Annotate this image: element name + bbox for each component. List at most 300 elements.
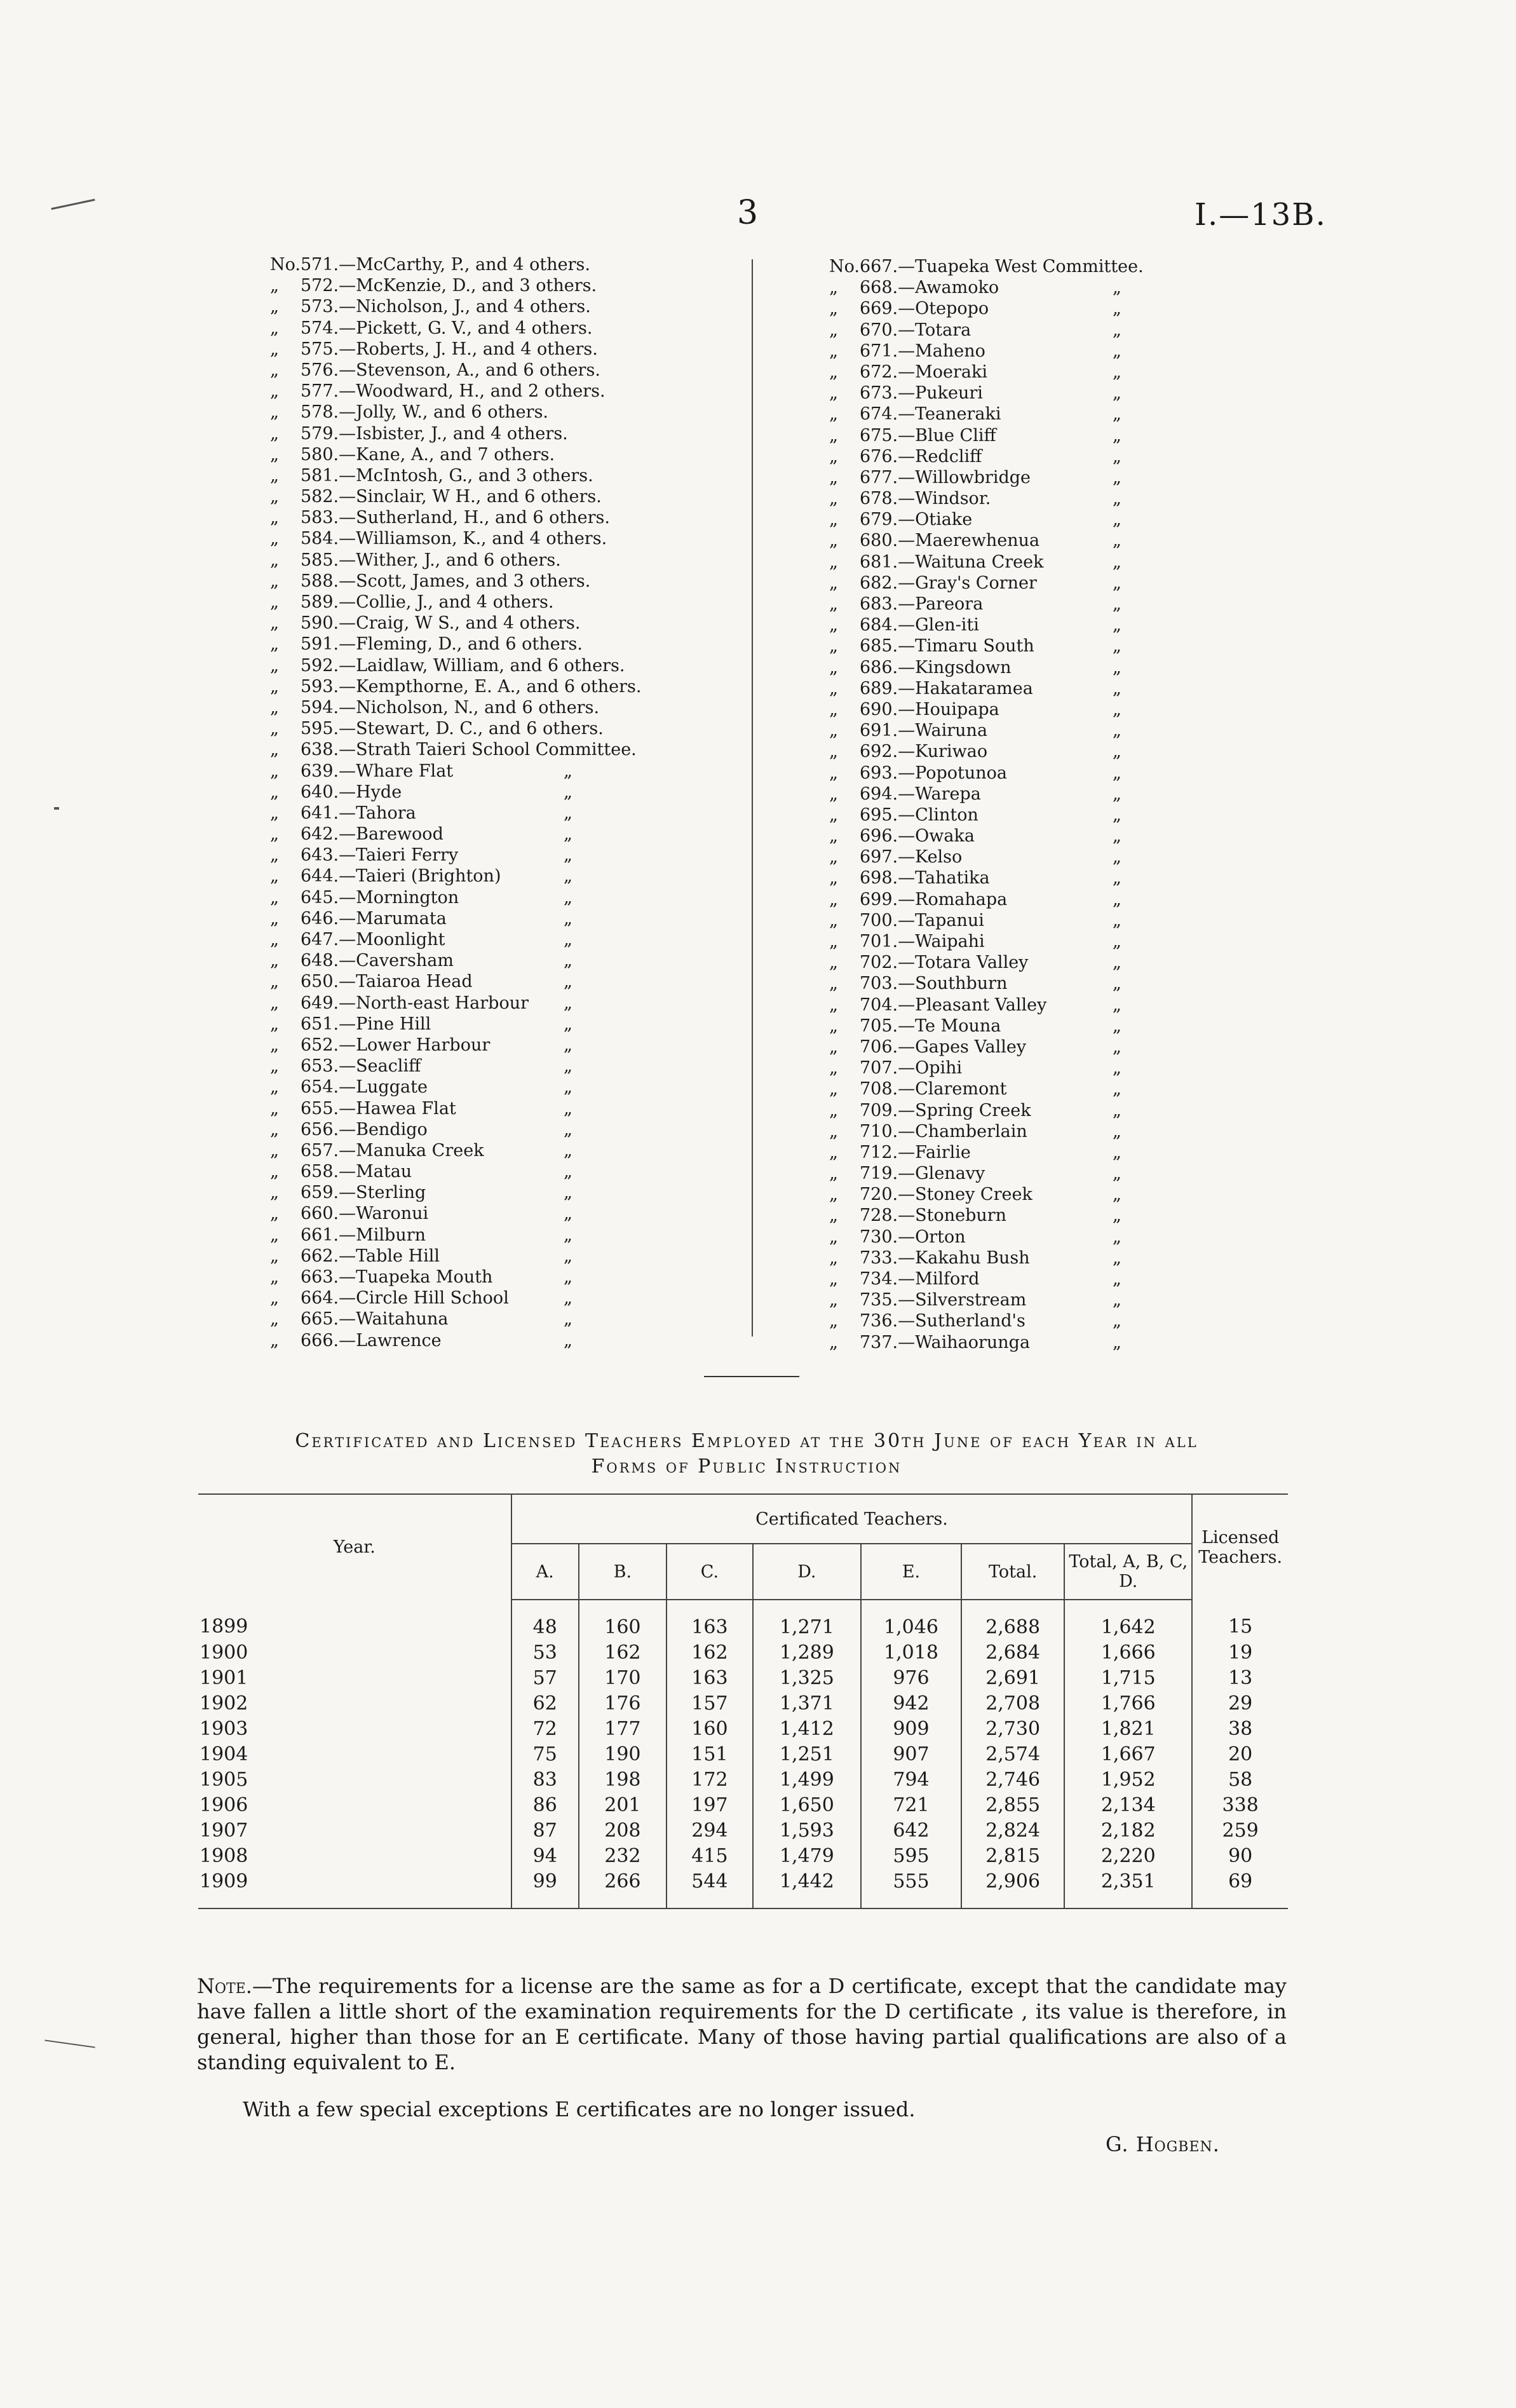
entry-text: 672.—Moeraki bbox=[860, 362, 987, 382]
entry-prefix: „ bbox=[829, 404, 838, 425]
list-entry bbox=[829, 341, 1210, 362]
ditto-mark: „ bbox=[564, 1309, 572, 1330]
entry-prefix: „ bbox=[270, 740, 279, 760]
cell-a: 72 bbox=[511, 1716, 579, 1741]
list-entry bbox=[270, 1098, 715, 1119]
list-entry bbox=[270, 465, 715, 486]
entry-prefix: „ bbox=[270, 423, 279, 444]
cell-c: 197 bbox=[667, 1792, 753, 1818]
cell-total-abcd: 2,134 bbox=[1100, 1793, 1156, 1816]
entry-prefix: „ bbox=[829, 763, 838, 783]
entry-text: 647.—Moonlight bbox=[301, 930, 445, 949]
entry-text: 737.—Waihaorunga bbox=[860, 1332, 1031, 1352]
entry-text: 669.—Otepopo bbox=[860, 299, 989, 319]
entry-prefix: „ bbox=[270, 381, 279, 402]
entry-text: 651.—Pine Hill bbox=[301, 1014, 431, 1034]
cell-b: 162 bbox=[579, 1640, 667, 1665]
cell-total: 2,691 bbox=[961, 1665, 1064, 1690]
list-entry bbox=[270, 739, 715, 760]
list-entry bbox=[270, 1161, 715, 1182]
ditto-mark: „ bbox=[564, 1204, 572, 1224]
entry-text: 590.—Craig, W S., and 4 others. bbox=[301, 613, 581, 634]
list-entry bbox=[829, 404, 1210, 425]
cell-b: 177 bbox=[579, 1716, 667, 1741]
cell-total-abcd: 1,766 bbox=[1100, 1692, 1156, 1715]
list-entry bbox=[270, 613, 715, 634]
entry-text: 581.—McIntosh, G., and 3 others. bbox=[301, 465, 593, 486]
entry-text: 665.—Waitahuna bbox=[301, 1309, 449, 1330]
ditto-mark: „ bbox=[1113, 763, 1121, 783]
entry-prefix: „ bbox=[829, 383, 838, 404]
entry-text: 682.—Gray's Corner bbox=[860, 573, 1037, 593]
entry-text: 705.—Te Mouna bbox=[860, 1016, 1001, 1036]
cell-total-abcd: 1,667 bbox=[1100, 1743, 1156, 1765]
signature: G. Hogben. bbox=[1106, 2132, 1220, 2156]
list-entry bbox=[270, 1140, 715, 1161]
ditto-mark: „ bbox=[564, 1183, 572, 1203]
list-entry bbox=[270, 402, 715, 423]
cell-e: 642 bbox=[861, 1818, 961, 1843]
entry-text: 575.—Roberts, J. H., and 4 others. bbox=[301, 339, 598, 359]
list-entry bbox=[829, 446, 1210, 467]
cell-a: 75 bbox=[511, 1741, 579, 1767]
list-entry bbox=[829, 1016, 1210, 1037]
cell-a: 48 bbox=[511, 1600, 579, 1640]
list-entry bbox=[829, 383, 1210, 404]
list-entry bbox=[829, 1310, 1210, 1331]
entry-text: 702.—Totara Valley bbox=[860, 953, 1029, 973]
list-entry bbox=[829, 277, 1210, 298]
ditto-mark: „ bbox=[564, 803, 572, 823]
entry-prefix: „ bbox=[270, 1098, 279, 1119]
entry-prefix: „ bbox=[829, 826, 838, 847]
entry-text: 592.—Laidlaw, William, and 6 others. bbox=[301, 655, 625, 676]
entry-prefix: „ bbox=[270, 529, 279, 549]
cell-c: 162 bbox=[667, 1640, 753, 1665]
entry-prefix: „ bbox=[270, 1225, 279, 1245]
list-entry bbox=[270, 254, 715, 275]
list-entry bbox=[270, 929, 715, 950]
cell-year: 1900 bbox=[198, 1640, 511, 1665]
list-entry bbox=[829, 552, 1210, 573]
cell-year: 1906 bbox=[198, 1792, 511, 1818]
entry-text: 644.—Taieri (Brighton) bbox=[301, 866, 501, 887]
list-entry bbox=[270, 507, 715, 528]
col-header-a: A. bbox=[511, 1544, 579, 1600]
entry-prefix: „ bbox=[829, 594, 838, 614]
cell-total-abcd: 1,952 bbox=[1100, 1768, 1156, 1791]
cell-a: 53 bbox=[511, 1640, 579, 1665]
cell-c: 415 bbox=[667, 1843, 753, 1868]
note-paragraph bbox=[197, 1973, 1287, 2075]
entry-text: 678.—Windsor. bbox=[860, 489, 991, 509]
ditto-mark: „ bbox=[1113, 404, 1121, 425]
col-header-total: Total. bbox=[961, 1544, 1064, 1600]
entry-text: 698.—Tahatika bbox=[860, 868, 990, 888]
ditto-mark: „ bbox=[564, 1098, 572, 1119]
entry-text: 643.—Taieri Ferry bbox=[301, 845, 459, 866]
entry-text: 657.—Manuka Creek bbox=[301, 1140, 484, 1160]
ditto-mark: „ bbox=[564, 908, 572, 929]
entry-prefix: „ bbox=[829, 1079, 838, 1099]
list-entry bbox=[829, 256, 1210, 277]
list-entry bbox=[270, 655, 715, 676]
entry-prefix: „ bbox=[270, 318, 279, 338]
entry-text: 660.—Waronui bbox=[301, 1204, 429, 1224]
column-divider bbox=[752, 259, 753, 1337]
entry-prefix: „ bbox=[270, 761, 279, 781]
entry-prefix: „ bbox=[270, 1119, 279, 1139]
cell-total: 2,684 bbox=[961, 1640, 1064, 1665]
entry-prefix: „ bbox=[270, 1140, 279, 1160]
cell-total-abcd: 2,182 bbox=[1100, 1819, 1156, 1842]
ditto-mark: „ bbox=[1113, 699, 1121, 719]
list-entry bbox=[829, 1100, 1210, 1121]
entry-text: 668.—Awamoko bbox=[860, 278, 999, 298]
col-header-c: C. bbox=[667, 1544, 753, 1600]
ditto-mark: „ bbox=[1113, 1164, 1121, 1184]
entry-text: 689.—Hakataramea bbox=[860, 678, 1033, 698]
cell-d: 1,289 bbox=[753, 1640, 861, 1665]
ditto-mark: „ bbox=[1113, 784, 1121, 804]
cell-e: 721 bbox=[861, 1792, 961, 1818]
entry-text: 663.—Tuapeka Mouth bbox=[301, 1267, 493, 1287]
ditto-mark: „ bbox=[1113, 552, 1121, 572]
entry-text: 591.—Fleming, D., and 6 others. bbox=[301, 634, 583, 655]
entry-prefix: „ bbox=[270, 803, 279, 823]
entry-prefix: „ bbox=[270, 1288, 279, 1309]
ditto-mark: „ bbox=[1113, 446, 1121, 466]
scan-mark bbox=[51, 199, 95, 210]
cell-licensed: 58 bbox=[1192, 1767, 1288, 1792]
list-entry bbox=[829, 889, 1210, 910]
cell-d: 1,650 bbox=[753, 1792, 861, 1818]
teachers-table bbox=[198, 1493, 1288, 1909]
list-entry bbox=[829, 741, 1210, 762]
entry-prefix: „ bbox=[829, 341, 838, 361]
cell-d: 1,442 bbox=[753, 1868, 861, 1908]
list-entry bbox=[829, 530, 1210, 551]
cell-total: 2,688 bbox=[961, 1600, 1064, 1640]
ditto-mark: „ bbox=[1113, 383, 1121, 404]
ditto-mark: „ bbox=[1113, 1269, 1121, 1289]
cell-c: 151 bbox=[667, 1741, 753, 1767]
cell-c: 294 bbox=[667, 1818, 753, 1843]
ditto-mark: „ bbox=[1113, 1121, 1121, 1141]
entry-text: 666.—Lawrence bbox=[301, 1330, 442, 1350]
cell-c: 544 bbox=[667, 1868, 753, 1908]
list-entry bbox=[829, 910, 1210, 931]
entry-text: 655.—Hawea Flat bbox=[301, 1098, 456, 1119]
entry-text: 578.—Jolly, W., and 6 others. bbox=[301, 402, 549, 423]
list-entry bbox=[829, 1078, 1210, 1099]
entry-text: 642.—Barewood bbox=[301, 824, 443, 845]
ditto-mark: „ bbox=[1113, 995, 1121, 1015]
ditto-mark: „ bbox=[1113, 320, 1121, 340]
ditto-mark: „ bbox=[1113, 826, 1121, 847]
entry-prefix: „ bbox=[829, 1121, 838, 1141]
entry-prefix: „ bbox=[270, 1330, 279, 1350]
cell-e: 907 bbox=[861, 1741, 961, 1767]
cell-licensed: 338 bbox=[1192, 1792, 1288, 1818]
entry-text: 696.—Owaka bbox=[860, 826, 975, 847]
ditto-mark: „ bbox=[564, 845, 572, 866]
entry-prefix: „ bbox=[270, 1162, 279, 1182]
entry-prefix: „ bbox=[829, 615, 838, 636]
ditto-mark: „ bbox=[564, 1140, 572, 1160]
ditto-mark: „ bbox=[564, 951, 572, 971]
entry-text: 641.—Tahora bbox=[301, 803, 416, 823]
cell-c: 172 bbox=[667, 1767, 753, 1792]
list-entry bbox=[270, 845, 715, 866]
list-entry bbox=[829, 1205, 1210, 1226]
ditto-mark: „ bbox=[1113, 868, 1121, 888]
entry-text: 589.—Collie, J., and 4 others. bbox=[301, 592, 554, 612]
ditto-mark: „ bbox=[564, 930, 572, 949]
ditto-mark: „ bbox=[1113, 1037, 1121, 1057]
ditto-mark: „ bbox=[1113, 889, 1121, 909]
cell-e: 976 bbox=[861, 1665, 961, 1690]
cell-licensed: 259 bbox=[1192, 1818, 1288, 1843]
ditto-mark: „ bbox=[564, 1288, 572, 1309]
list-entry bbox=[270, 1330, 715, 1351]
entry-text: 710.—Chamberlain bbox=[860, 1121, 1027, 1141]
cell-total-abcd: 2,351 bbox=[1064, 1868, 1192, 1908]
entry-text: 675.—Blue Cliff bbox=[860, 425, 996, 446]
ditto-mark: „ bbox=[1113, 1311, 1121, 1331]
cell-licensed: 13 bbox=[1192, 1665, 1288, 1690]
cell-a: 99 bbox=[511, 1868, 579, 1908]
cell-year: 1905 bbox=[198, 1767, 511, 1792]
entry-text: 733.—Kakahu Bush bbox=[860, 1248, 1030, 1268]
entry-text: 649.—North-east Harbour bbox=[301, 993, 529, 1013]
list-entry bbox=[829, 1184, 1210, 1205]
entry-text: 707.—Opihi bbox=[860, 1058, 963, 1078]
entry-prefix: „ bbox=[829, 784, 838, 804]
list-entry bbox=[829, 1248, 1210, 1269]
entry-text: 697.—Kelso bbox=[860, 847, 963, 867]
cell-b: 266 bbox=[579, 1868, 667, 1908]
entry-text: 576.—Stevenson, A., and 6 others. bbox=[301, 360, 600, 380]
list-entry bbox=[829, 1332, 1210, 1353]
list-entry bbox=[270, 824, 715, 845]
cell-e: 555 bbox=[861, 1868, 961, 1908]
cell-c: 163 bbox=[667, 1665, 753, 1690]
list-entry bbox=[270, 423, 715, 444]
ditto-mark: „ bbox=[564, 1035, 572, 1055]
cell-year: 1908 bbox=[198, 1843, 511, 1868]
list-entry bbox=[829, 1289, 1210, 1310]
entry-text: 709.—Spring Creek bbox=[860, 1100, 1031, 1120]
entry-prefix: „ bbox=[829, 1100, 838, 1120]
entry-prefix: „ bbox=[829, 1185, 838, 1205]
list-entry bbox=[829, 931, 1210, 952]
cell-total: 2,855 bbox=[961, 1792, 1064, 1818]
entry-text: 638.—Strath Taieri School Committee. bbox=[301, 740, 637, 760]
entry-prefix: „ bbox=[829, 1142, 838, 1162]
entry-text: 648.—Caversham bbox=[301, 951, 454, 971]
entry-prefix: „ bbox=[270, 887, 279, 908]
cell-year: 1903 bbox=[198, 1716, 511, 1741]
cell-total-abcd: 1,715 bbox=[1100, 1666, 1156, 1689]
cell-licensed: 38 bbox=[1192, 1716, 1288, 1741]
list-entry bbox=[270, 1203, 715, 1224]
cell-total-abcd: 2,220 bbox=[1100, 1844, 1156, 1867]
ditto-mark: „ bbox=[564, 761, 572, 781]
ditto-mark: „ bbox=[1113, 425, 1121, 446]
entry-text: 694.—Warepa bbox=[860, 784, 981, 804]
cell-b: 160 bbox=[579, 1600, 667, 1640]
cell-total: 2,730 bbox=[961, 1716, 1064, 1741]
list-entry bbox=[829, 699, 1210, 720]
entry-prefix: „ bbox=[270, 697, 279, 718]
entry-prefix: „ bbox=[270, 993, 279, 1013]
list-entry bbox=[829, 720, 1210, 741]
cell-total-abcd: 1,821 bbox=[1100, 1717, 1156, 1740]
entry-prefix: „ bbox=[829, 721, 838, 741]
entry-prefix: „ bbox=[829, 868, 838, 888]
document-reference: I.—13B. bbox=[1195, 197, 1327, 233]
list-entry bbox=[829, 467, 1210, 488]
entry-prefix: „ bbox=[270, 1014, 279, 1034]
entry-prefix: „ bbox=[270, 508, 279, 528]
entry-text: 728.—Stoneburn bbox=[860, 1206, 1007, 1226]
list-entry bbox=[270, 1077, 715, 1098]
entry-text: 584.—Williamson, K., and 4 others. bbox=[301, 529, 607, 549]
entry-text: 695.—Clinton bbox=[860, 805, 978, 825]
list-entry bbox=[270, 1267, 715, 1288]
cell-d: 1,499 bbox=[753, 1767, 861, 1792]
entry-prefix: „ bbox=[270, 845, 279, 866]
list-entry bbox=[829, 488, 1210, 509]
list-entry bbox=[829, 973, 1210, 994]
table-row bbox=[198, 1600, 1288, 1640]
entry-prefix: „ bbox=[829, 552, 838, 572]
list-entry bbox=[270, 318, 715, 339]
list-entry bbox=[829, 826, 1210, 847]
list-entry bbox=[270, 971, 715, 992]
ditto-mark: „ bbox=[1113, 636, 1121, 656]
entry-prefix: „ bbox=[829, 510, 838, 530]
entry-text: 719.—Glenavy bbox=[860, 1164, 985, 1184]
cell-licensed: 90 bbox=[1192, 1843, 1288, 1868]
list-entry bbox=[270, 592, 715, 613]
ditto-mark: „ bbox=[1113, 974, 1121, 994]
list-entry bbox=[829, 995, 1210, 1016]
list-entry bbox=[270, 1182, 715, 1203]
ditto-mark: „ bbox=[1113, 467, 1121, 487]
committee-list-right bbox=[829, 256, 1210, 1353]
entry-text: 650.—Taiaroa Head bbox=[301, 972, 473, 992]
ditto-mark: „ bbox=[564, 993, 572, 1013]
table-row bbox=[198, 1741, 1288, 1767]
entry-prefix: „ bbox=[270, 908, 279, 929]
entry-text: 673.—Pukeuri bbox=[860, 383, 983, 404]
entry-prefix: „ bbox=[270, 339, 279, 359]
entry-text: 582.—Sinclair, W H., and 6 others. bbox=[301, 487, 602, 507]
ditto-mark: „ bbox=[1113, 1248, 1121, 1268]
list-entry bbox=[829, 1037, 1210, 1058]
cell-b: 190 bbox=[579, 1741, 667, 1767]
cell-e: 595 bbox=[861, 1843, 961, 1868]
ditto-mark: „ bbox=[1113, 1185, 1121, 1205]
entry-text: 674.—Teaneraki bbox=[860, 404, 1001, 425]
ditto-mark: „ bbox=[564, 1267, 572, 1287]
cell-b: 170 bbox=[579, 1665, 667, 1690]
note-body: —The requirements for a license are the same as for a D certificate, except that the candidate may have fallen a little short of the examination requirements for the D certificate , its value is therefore, in general, higher than those for an E certificate. Many of those having partial qualifications are also of a standing equivalent to E. bbox=[197, 1974, 1287, 2074]
list-entry bbox=[829, 594, 1210, 615]
ditto-mark: „ bbox=[1113, 953, 1121, 973]
list-entry bbox=[829, 425, 1210, 446]
col-header-e: E. bbox=[861, 1544, 961, 1600]
cell-licensed: 69 bbox=[1192, 1868, 1288, 1908]
list-entry bbox=[829, 1121, 1210, 1142]
cell-e: 942 bbox=[861, 1690, 961, 1716]
table-title bbox=[200, 1429, 1293, 1479]
cell-year: 1901 bbox=[198, 1665, 511, 1690]
ditto-mark: „ bbox=[1113, 1058, 1121, 1078]
cell-total: 2,824 bbox=[961, 1818, 1064, 1843]
entry-prefix: „ bbox=[829, 446, 838, 466]
cell-b: 198 bbox=[579, 1767, 667, 1792]
entry-prefix: „ bbox=[270, 930, 279, 949]
entry-text: 593.—Kempthorne, E. A., and 6 others. bbox=[301, 676, 642, 697]
ditto-mark: „ bbox=[564, 887, 572, 908]
entry-prefix: „ bbox=[270, 465, 279, 486]
cell-d: 1,271 bbox=[753, 1600, 861, 1640]
table-row bbox=[198, 1792, 1288, 1818]
ditto-mark: „ bbox=[564, 1056, 572, 1077]
cell-a: 62 bbox=[511, 1690, 579, 1716]
entry-text: 679.—Otiake bbox=[860, 510, 973, 530]
cell-licensed: 29 bbox=[1192, 1690, 1288, 1716]
ditto-mark: „ bbox=[1113, 510, 1121, 530]
list-entry bbox=[270, 782, 715, 803]
ditto-mark: „ bbox=[564, 1119, 572, 1139]
list-entry bbox=[829, 320, 1210, 341]
entry-prefix: „ bbox=[270, 1183, 279, 1203]
entry-text: 676.—Redcliff bbox=[860, 446, 982, 466]
entry-text: 683.—Pareora bbox=[860, 594, 984, 614]
entry-prefix: „ bbox=[270, 1246, 279, 1266]
cell-c: 157 bbox=[667, 1690, 753, 1716]
cell-d: 1,479 bbox=[753, 1843, 861, 1868]
entry-text: 667.—Tuapeka West Committee. bbox=[860, 257, 1144, 276]
section-divider bbox=[704, 1376, 799, 1377]
entry-text: 685.—Timaru South bbox=[860, 636, 1034, 656]
cell-c: 160 bbox=[667, 1716, 753, 1741]
cell-total: 2,574 bbox=[961, 1741, 1064, 1767]
entry-text: 734.—Milford bbox=[860, 1269, 980, 1289]
entry-prefix: „ bbox=[270, 719, 279, 739]
list-entry bbox=[270, 634, 715, 655]
entry-text: 583.—Sutherland, H., and 6 others. bbox=[301, 508, 610, 528]
list-entry bbox=[270, 950, 715, 971]
entry-prefix: „ bbox=[270, 782, 279, 802]
ditto-mark: „ bbox=[1113, 847, 1121, 867]
cell-d: 1,325 bbox=[753, 1665, 861, 1690]
entry-prefix: „ bbox=[270, 297, 279, 317]
list-entry bbox=[270, 1035, 715, 1056]
entry-prefix: „ bbox=[270, 634, 279, 655]
cell-e: 1,046 bbox=[861, 1600, 961, 1640]
list-entry bbox=[270, 528, 715, 549]
list-entry bbox=[829, 1227, 1210, 1248]
entry-text: 706.—Gapes Valley bbox=[860, 1037, 1027, 1057]
entry-text: 684.—Glen-iti bbox=[860, 615, 979, 636]
entry-text: 595.—Stewart, D. C., and 6 others. bbox=[301, 719, 604, 739]
ditto-mark: „ bbox=[1113, 1142, 1121, 1162]
